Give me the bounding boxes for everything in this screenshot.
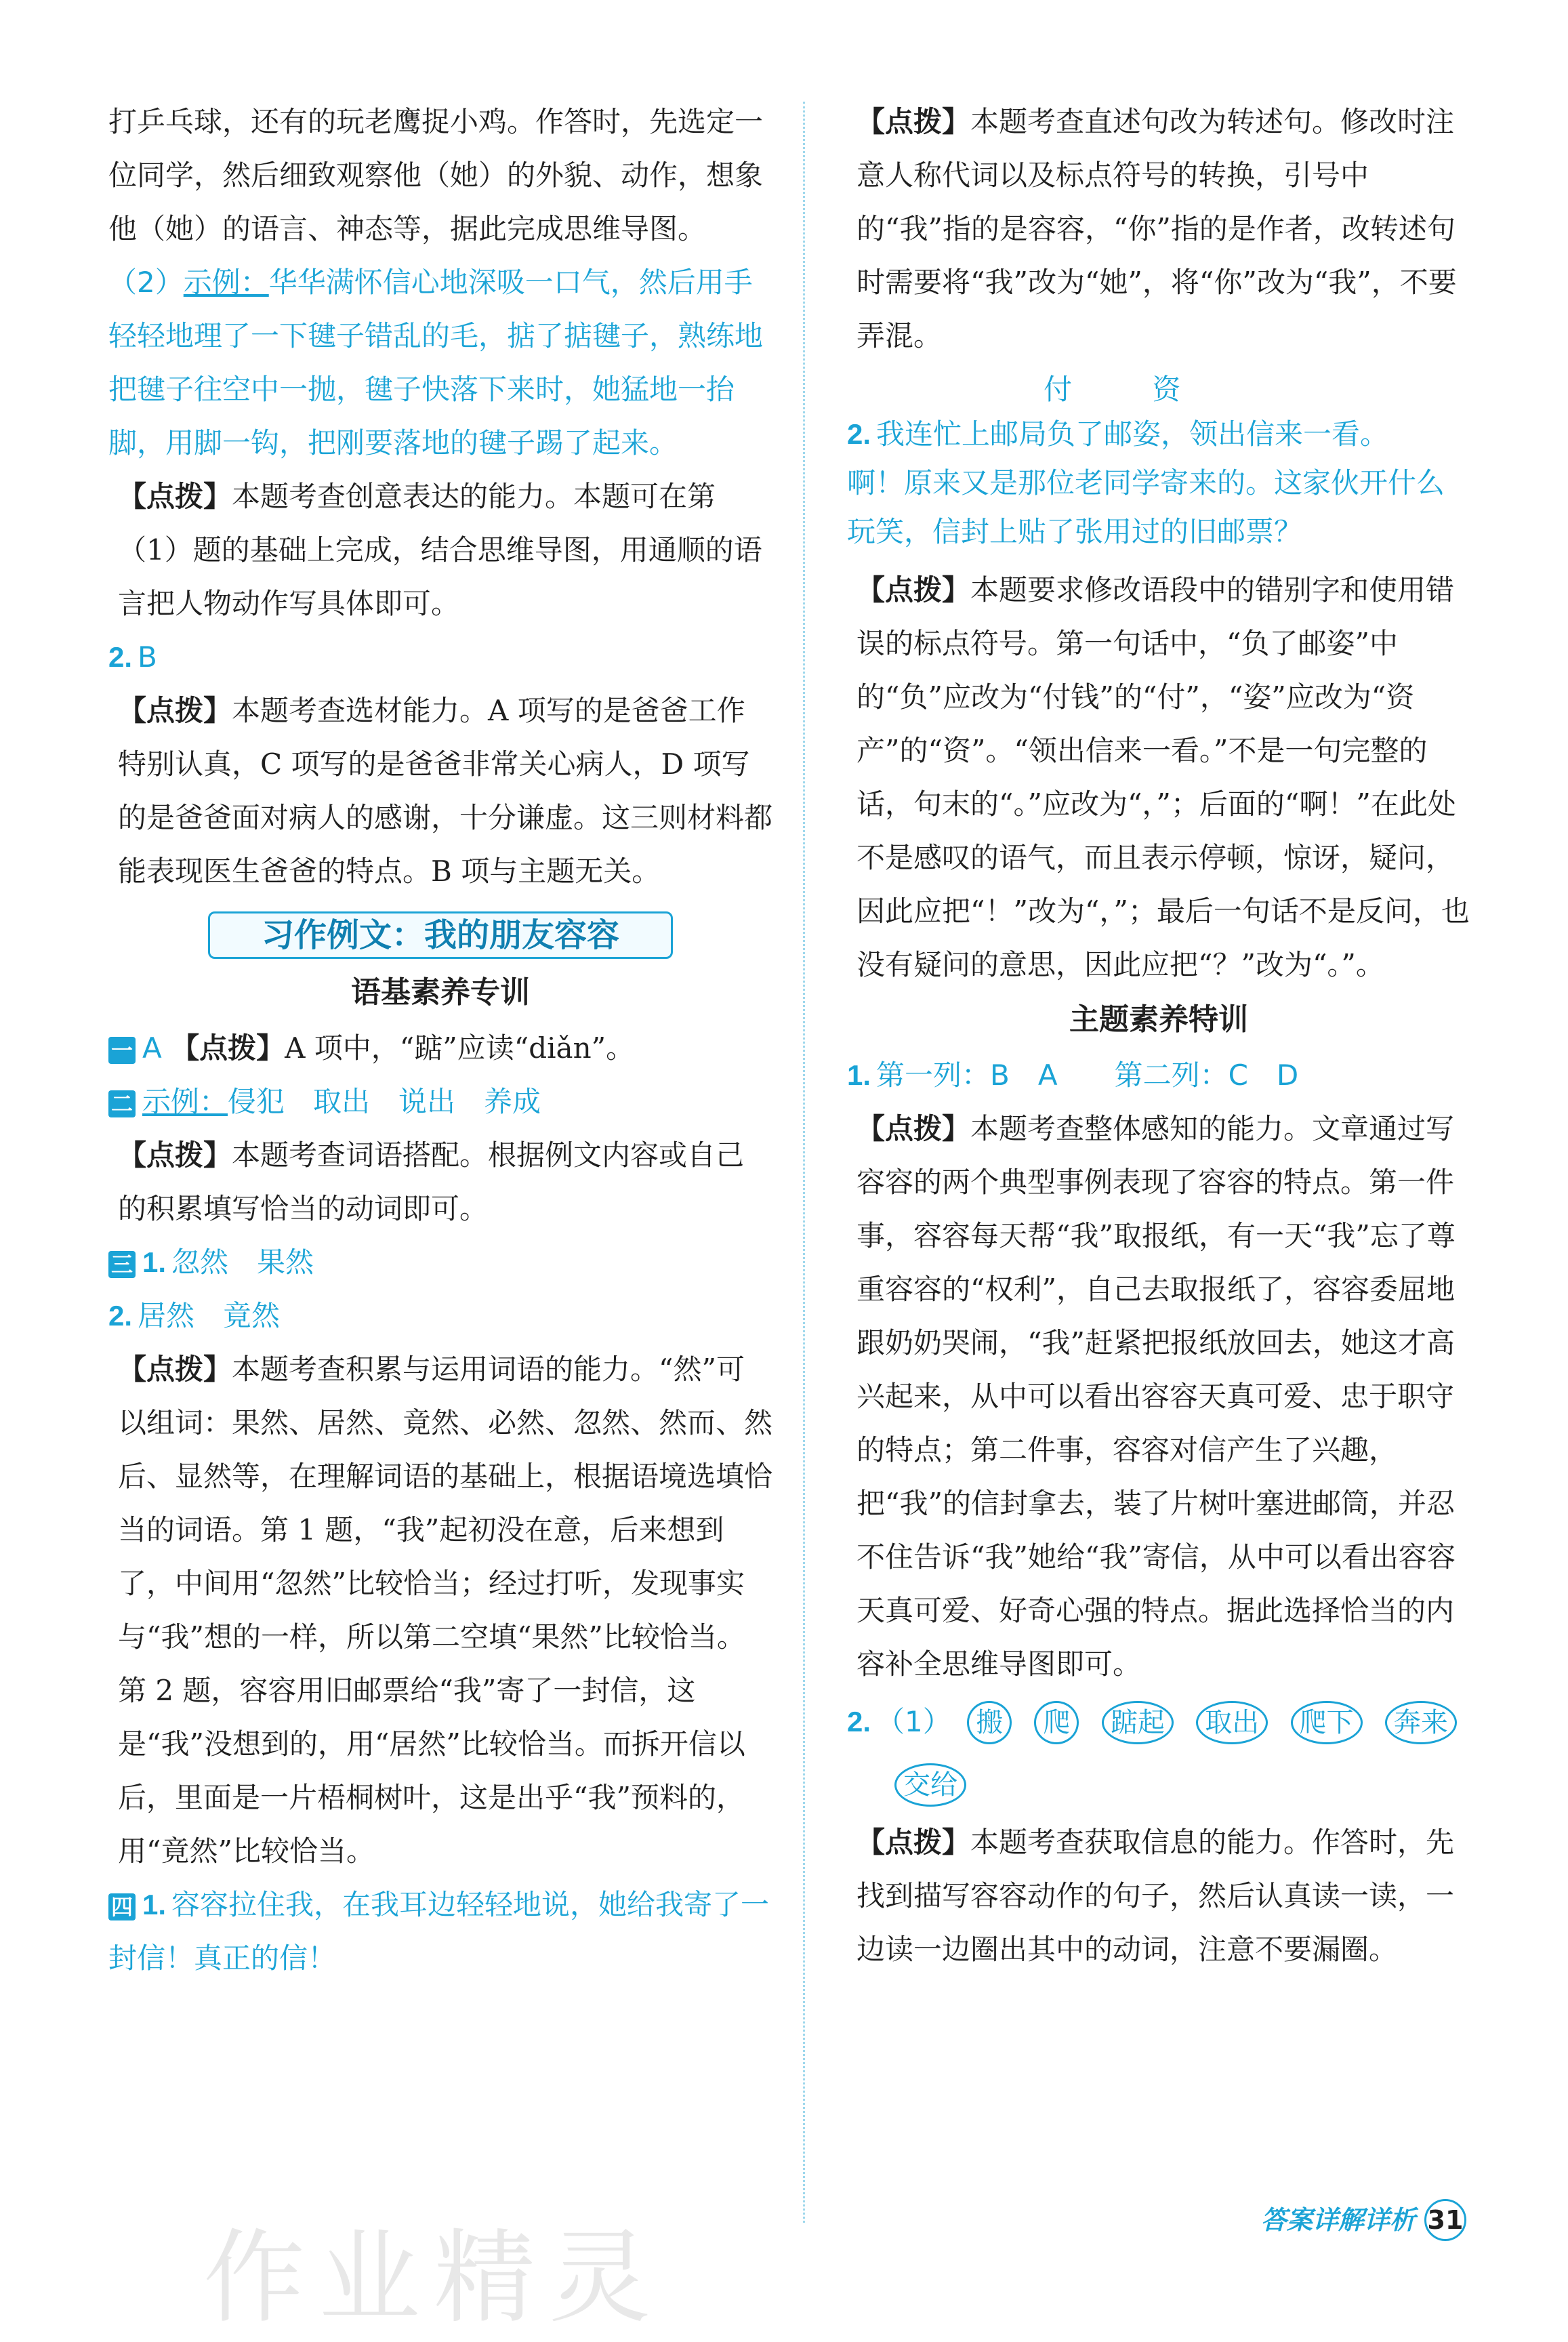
- tip: 【点拨】本题考查词语搭配。根据例文内容或自己的积累填写恰当的动词即可。: [118, 1138, 745, 1225]
- tip: 【点拨】本题考查创意表达的能力。本题可在第（1）题的基础上完成，结合思维导图，用通顺的语言把人物动作写具体即可。: [118, 480, 762, 620]
- answer-s3-2: 2. 居然 竟然: [108, 1299, 281, 1332]
- section-mark: 二: [108, 1090, 136, 1117]
- tip: 【点拨】本题要求修改语段中的错别字和使用错误的标点符号。第一句话中，“负了邮姿”中的“负”应改为“付钱”的“付”，“姿”应改为“资产”的“资”。“领出信来一看。”不是一句完整的话，句末的“。”应改为“，”；后面的“啊！”在此处不是感叹的语气，而且表示停顿，惊讶，疑问，因此应把“！”改为“，”；最后一句话不是反问，也没有疑问的意思，因此应把“？”改为“。”。: [857, 573, 1470, 981]
- tip: 【点拨】本题考查获取信息的能力。作答时，先找到描写容容动作的句子，然后认真读一读，一边读一边圈出其中的动词，注意不要漏圈。: [857, 1826, 1455, 1966]
- section-1: 一 A 【点拨】A 项中，“踮”应读“diǎn”。: [108, 1021, 772, 1075]
- circled-word: 取出: [1196, 1701, 1268, 1744]
- answer-t2: 2. （1） 搬 爬 踮起 取出 爬下 奔来 交给: [847, 1691, 1470, 1815]
- section-mark: 三: [108, 1251, 136, 1278]
- left-column: [108, 95, 772, 1985]
- watermark: 作业精灵: [203, 2219, 665, 2337]
- paragraph: 打乒乓球，还有的玩老鹰捉小鸡。作答时，先选定一位同学，然后细致观察他（她）的外貌、动作，想象他（她）的语言、神态等，据此完成思维导图。: [108, 105, 764, 245]
- circled-word: 踮起: [1102, 1701, 1174, 1744]
- correction-marks: 付 资: [1044, 373, 1181, 406]
- circled-word: 爬下: [1291, 1701, 1363, 1744]
- tip: 【点拨】本题考查选材能力。A 项写的是爸爸工作特别认真，C 项写的是爸爸非常关心病人，D 项写的是爸爸面对病人的感谢，十分谦虚。这三则材料都能表现医生爸爸的特点。B 项与主题无关。: [118, 694, 773, 888]
- column-divider: [803, 102, 805, 2223]
- answer-t1: 1. 第一列：B A 第二列：C D: [847, 1059, 1299, 1092]
- page-footer: [1261, 2199, 1466, 2241]
- section-2: 二 示例：侵犯 取出 说出 养成: [108, 1075, 772, 1128]
- section-mark: 一: [108, 1037, 136, 1064]
- section-mark: 四: [108, 1893, 136, 1920]
- tip: 【点拨】本题考查直述句改为转述句。修改时注意人称代词以及标点符号的转换，引号中的“我”指的是容容，“你”指的是作者，改转述句时需要将“我”改为“她”，将“你”改为“我”，不要弄混。: [857, 105, 1457, 352]
- page-number: 31: [1424, 2199, 1466, 2241]
- answer-q2-line2: 啊！原来又是那位老同学寄来的。这家伙开什么玩笑，信封上贴了张用过的旧邮票？: [847, 466, 1445, 548]
- answer-q2: （2）示例：华华满怀信心地深吸一口气，然后用手轻轻地理了一下毽子错乱的毛，掂了掂毽子，熟练地把毽子往空中一抛，毽子快落下来时，她猛地一抬脚，用脚一钩，把刚要落地的毽子踢了起来。: [108, 266, 764, 459]
- tip: 【点拨】本题考查整体感知的能力。文章通过写容容的两个典型事例表现了容容的特点。第一件事，容容每天帮“我”取报纸，有一天“我”忘了尊重容容的“权利”，自己去取报纸了，容容委屈地跟奶奶哭闹，“我”赶紧把报纸放回去，她这才高兴起来，从中可以看出容容天真可爱、忠于职守的特点；第二件事，容容对信产生了兴趣，把“我”的信封拿去，装了片树叶塞进邮筒，并忍不住告诉“我”她给“我”寄信，从中可以看出容容天真可爱、好奇心强的特点。据此选择恰当的内容补全思维导图即可。: [857, 1112, 1456, 1681]
- right-column: [847, 95, 1470, 1976]
- footer-label: 答案详解详析: [1260, 2205, 1416, 2235]
- tip: 【点拨】本题考查积累与运用词语的能力。“然”可以组词：果然、居然、竟然、必然、忽然、然而、然后、显然等，在理解词语的基础上，根据语境选填恰当的词语。第 1 题，“我”起初没在意，后来想到了，中间用“忽然”比较恰当；经过打听，发现事实与“我”想的一样，所以第二空填“果然”比较恰当。第 2 题，容容用旧邮票给“我”寄了一封信，这是“我”没想到的，用“居然”比较恰当。而拆开信以后，里面是一片梧桐树叶，这是出乎“我”预料的，用“竟然”比较恰当。: [118, 1353, 773, 1868]
- section-4: 四 1. 容容拉住我，在我耳边轻轻地说，她给我寄了一封信！真正的信！: [108, 1888, 770, 1975]
- circled-word: 爬: [1034, 1701, 1079, 1744]
- circled-word: 交给: [894, 1763, 966, 1807]
- section-banner: 习作例文：我的朋友容容: [208, 911, 673, 959]
- section-3: 三 1. 忽然 果然: [108, 1235, 772, 1289]
- answer-q2-line1: 2. 我连忙上邮局负了邮姿，领出信来一看。: [847, 417, 1389, 451]
- section-subtitle: 主题素养特训: [1069, 1002, 1248, 1037]
- circled-word: 搬: [967, 1701, 1012, 1744]
- circled-word: 奔来: [1385, 1701, 1457, 1744]
- section-subtitle: 语基素养专训: [351, 975, 530, 1010]
- answer-2: 2. B: [108, 640, 157, 674]
